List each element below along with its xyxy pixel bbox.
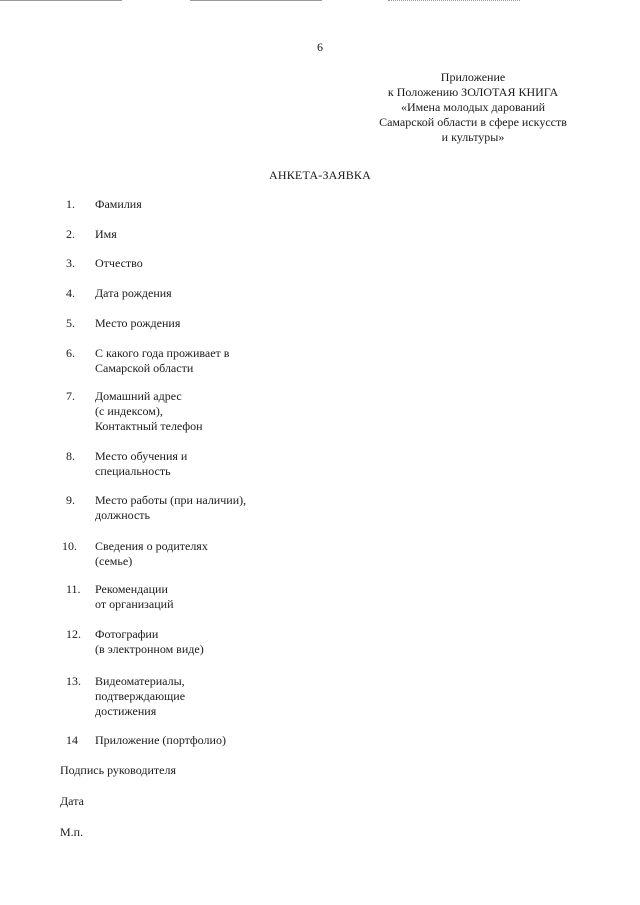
item-label: Место рождения: [95, 316, 181, 330]
item-number: 2.: [66, 227, 75, 241]
page-number: 6: [317, 40, 323, 54]
item-number: 14: [66, 733, 78, 747]
item-label: Отчество: [95, 256, 143, 270]
item-label: Имя: [95, 227, 117, 241]
item-label: Домашний адрес (с индексом), Контактный телефон: [95, 389, 203, 433]
item-number: 13.: [66, 674, 81, 688]
item-label: Место обучения и специальность: [95, 449, 188, 478]
item-label: Видеоматериалы, подтверждающие достижения: [95, 674, 186, 718]
date-line: Дата: [60, 794, 84, 808]
item-number: 4.: [66, 286, 75, 300]
top-rule-2: [190, 0, 322, 1]
item-number: 10.: [62, 539, 77, 553]
item-number: 12.: [66, 627, 81, 641]
item-label: Фотографии (в электронном виде): [95, 627, 204, 656]
appendix-line-3: «Имена молодых дарований: [400, 100, 546, 114]
appendix-block: [340, 70, 606, 145]
top-rule-3: [388, 0, 520, 1]
item-label: С какого года проживает в Самарской области: [95, 346, 230, 375]
item-label: Сведения о родителях (семье): [95, 539, 208, 568]
top-rule-1: [0, 0, 122, 1]
item-number: 6.: [66, 346, 75, 360]
item-number: 1.: [66, 197, 75, 211]
item-label: Приложение (портфолио): [95, 733, 226, 747]
stamp-line: М.п.: [60, 825, 84, 839]
appendix-line-4: Самарской области в сфере искусств: [379, 115, 567, 129]
item-label: Место работы (при наличии), должность: [95, 493, 247, 522]
signature-line: Подпись руководителя: [60, 763, 176, 777]
appendix-line-5: и культуры»: [441, 130, 505, 144]
item-number: 5.: [66, 316, 75, 330]
appendix-line-1: Приложение: [440, 70, 506, 84]
item-number: 9.: [66, 493, 75, 507]
form-title: АНКЕТА-ЗАЯВКА: [268, 168, 372, 182]
item-label: Фамилия: [95, 197, 142, 211]
item-label: Дата рождения: [95, 286, 172, 300]
appendix-line-2: к Положению ЗОЛОТАЯ КНИГА: [387, 85, 559, 99]
item-label: Рекомендации от организаций: [95, 582, 174, 611]
item-number: 3.: [66, 256, 75, 270]
item-number: 7.: [66, 389, 75, 403]
item-number: 8.: [66, 449, 75, 463]
item-number: 11.: [66, 582, 81, 596]
